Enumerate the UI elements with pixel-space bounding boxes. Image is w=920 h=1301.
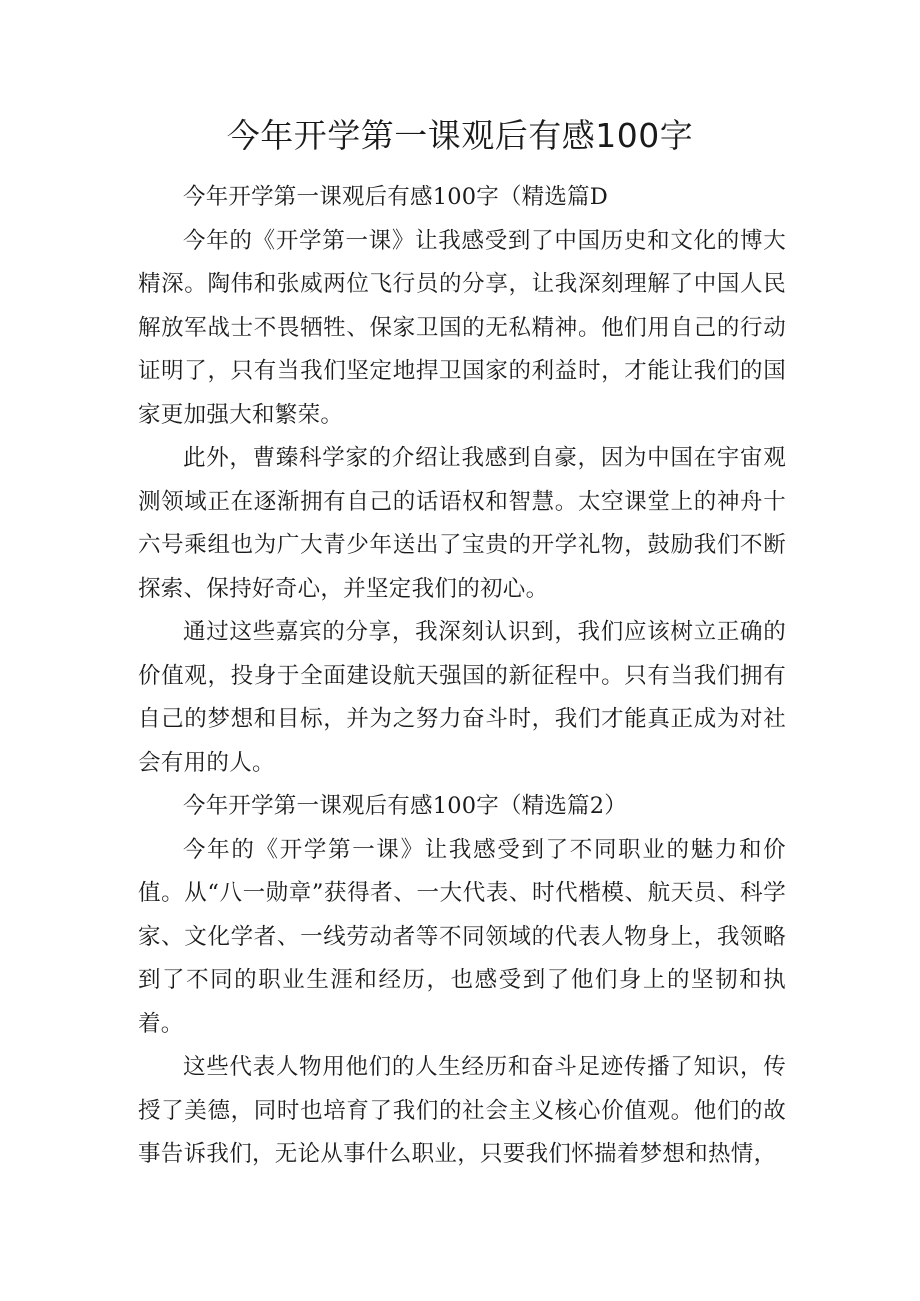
section-heading-2: 今年开学第一课观后有感100字（精选篇2） [183,793,627,819]
document-body [138,176,786,1177]
paragraph: 通过这些嘉宾的分享，我深刻认识到，我们应该树立正确的价值观，投身于全面建设航天强国的新征程中。只有当我们拥有自己的梦想和目标，并为之努力奋斗时，我们才能真正成为对社会有用的人。 [138,619,786,776]
section-heading-1: 今年开学第一课观后有感100字（精选篇D [183,184,608,210]
paragraph: 今年的《开学第一课》让我感受到了中国历史和文化的博大精深。陶伟和张威两位飞行员的分享，让我深刻理解了中国人民解放军战士不畏牺牲、保家卫国的无私精神。他们用自己的行动证明了，只有当我们坚定地捍卫国家的利益时，才能让我们的国家更加强大和繁荣。 [138,227,786,428]
document-title: 今年开学第一课观后有感100字 [226,116,694,155]
paragraph: 今年的《开学第一课》让我感受到了不同职业的魅力和价值。从“八一勋章”获得者、一大代表、时代楷模、航天员、科学家、文化学者、一线劳动者等不同领域的代表人物身上，我领略到了不同的职业生涯和经历，也感受到了他们身上的坚韧和执着。 [138,836,786,1037]
paragraph: 此外，曹臻科学家的介绍让我感到自豪，因为中国在宇宙观测领域正在逐渐拥有自己的话语权和智慧。太空课堂上的神舟十六号乘组也为广大青少年送出了宝贵的开学礼物，鼓励我们不断探索、保持好奇心，并坚定我们的初心。 [138,445,786,602]
paragraph: 这些代表人物用他们的人生经历和奋斗足迹传播了知识，传授了美德，同时也培育了我们的社会主义核心价值观。他们的故事告诉我们，无论从事什么职业，只要我们怀揣着梦想和热情， [138,1054,786,1167]
